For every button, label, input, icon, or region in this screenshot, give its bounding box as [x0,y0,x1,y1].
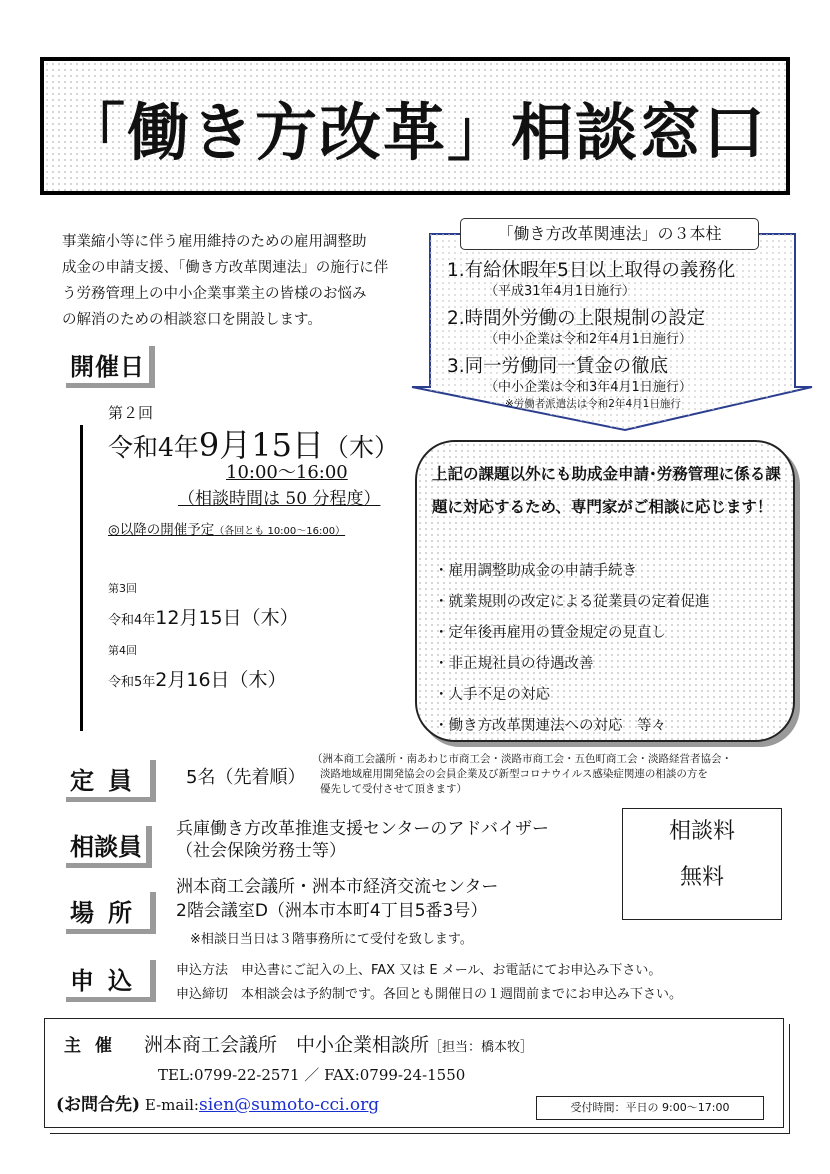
organizer-label: 主催 [64,1036,126,1056]
support-item: ・働き方改革関連法への対応 等々 [434,718,666,734]
email-label: E-mail: [144,1096,199,1114]
apply-deadline: 申込締切 本相談会は予約制です。各回とも開催日の１週間前までにお申込み下さい。 [176,987,682,1002]
capacity-label: 定員 [66,760,156,802]
pillars-list [447,259,797,411]
venue-value [176,875,498,923]
fee-box [622,808,782,920]
reception-hours: 受付時間：平日の 9:00〜17:00 [536,1096,764,1120]
capacity-note-line: （洲本商工会議所・南あわじ市商工会・淡路市商工会・五色町商工会・淡路経営者協会・ [312,753,732,765]
pillars-heading: 「働き方改革関連法」の３本柱 [460,218,759,250]
email-link[interactable]: sien@sumoto-cci.org [199,1095,380,1115]
support-item: ・非正規社員の待遇改善 [434,656,594,672]
pillar-item: 3.同一労働同一賃金の徹底 [447,356,669,377]
upcoming-heading [108,518,345,538]
pillar-note: ※労働者派遣法は令和2年4月1日施行 [505,398,681,410]
venue-note: ※相談日当日は３階事務所にて受付を致します。 [190,932,473,947]
intro-line: う労務管理上の中小企業事業主の皆様のお悩み [62,286,367,302]
round3-label: 第3回 [108,582,137,595]
organizer-line [64,1030,533,1057]
intro-line: の解消のための相談窓口を開設します。 [62,312,322,328]
round2-time: 10:00〜16:00 [226,462,348,483]
support-item: ・就業規則の改定による従業員の定着促進 [434,594,710,610]
round2-label: 第２回 [108,404,154,422]
consultant-label: 相談員 [66,826,152,868]
round3-prefix: 令和4年 [108,613,156,628]
pillar-date: （中小企業は令和2年4月1日施行） [485,332,692,347]
round4-day: 2月16日 [155,669,230,691]
apply-info [176,959,682,1007]
schedule-bar [80,425,83,731]
consultant-line: （社会保険労務士等） [176,841,346,861]
round3-day: 12月15日 [155,607,242,629]
venue-label: 場所 [66,892,156,934]
page-title: 「働き方改革」相談窓口 [62,96,767,169]
round3-date [108,603,299,630]
venue-line: 2階会議室D（洲本市本町4丁目5番3号） [176,901,488,921]
support-item: ・人手不足の対応 [434,687,550,703]
apply-label: 申込 [66,960,156,1002]
inquiry-label: (お問合先) [56,1095,141,1115]
round4-date [108,665,287,692]
pillar-date: （中小企業は令和3年4月1日施行） [485,380,692,395]
round2-date-main: 9月15日 [198,426,324,464]
support-list [434,556,710,742]
venue-line: 洲本商工会議所・洲本市経済交流センター [176,877,499,897]
upcoming-label: ◎以降の開催予定 [108,522,215,538]
round4-weekday: （木） [229,669,287,691]
capacity-note-line: 優先して受付させて頂きます） [320,783,467,795]
pillar-item: 1.有給休暇年5日以上取得の義務化 [447,260,736,281]
title-banner [40,57,790,195]
organizer-contact-person: ［担当：橋本牧］ [429,1040,534,1055]
intro-line: 成金の申請支援、「働き方改革関連法」の施行に伴 [62,260,389,276]
email-line [56,1090,379,1115]
tel-fax: TEL:0799-22-2571 ／ FAX:0799-24-1550 [158,1066,466,1084]
support-item: ・雇用調整助成金の申請手続き [434,563,637,579]
round3-weekday: （木） [241,607,299,629]
fee-value: 無料 [679,865,724,890]
intro-text [62,229,422,333]
schedule-label: 開催日 [66,346,155,388]
pillar-date: （平成31年4月1日施行） [485,284,636,299]
organizer-name: 洲本商工会議所 中小企業相談所 [144,1034,430,1056]
round2-date-prefix: 令和4年 [108,433,199,462]
consultant-value [176,818,549,862]
consultant-line: 兵庫働き方改革推進支援センターのアドバイザー [176,819,549,839]
pillar-item: 2.時間外労働の上限規制の設定 [447,308,706,329]
support-headline: 上記の課題以外にも助成金申請･労務管理に係る課題に対応するため、専門家がご相談に応じます！ [432,465,781,516]
capacity-value: 5名（先着順） [186,767,306,788]
fee-label: 相談料 [668,819,735,844]
support-item: ・定年後再雇用の賃金規定の見直し [434,625,666,641]
round2-note: （相談時間は 50 分程度） [178,489,381,509]
round4-prefix: 令和5年 [108,675,156,690]
capacity-note [312,752,732,797]
upcoming-note: （各回とも 10:00〜16:00） [214,526,346,537]
apply-method: 申込方法 申込書にご記入の上、FAX 又は E メール、お電話にてお申込み下さい。 [176,963,662,978]
round4-label: 第4回 [108,644,137,657]
intro-line: 事業縮小等に伴う雇用維持のための雇用調整助 [62,234,367,250]
round2-weekday: （木） [324,433,400,462]
capacity-note-line: 淡路地域雇用開発協会の会員企業及び新型コロナウイルス感染症関連の相談の方を [320,768,708,780]
